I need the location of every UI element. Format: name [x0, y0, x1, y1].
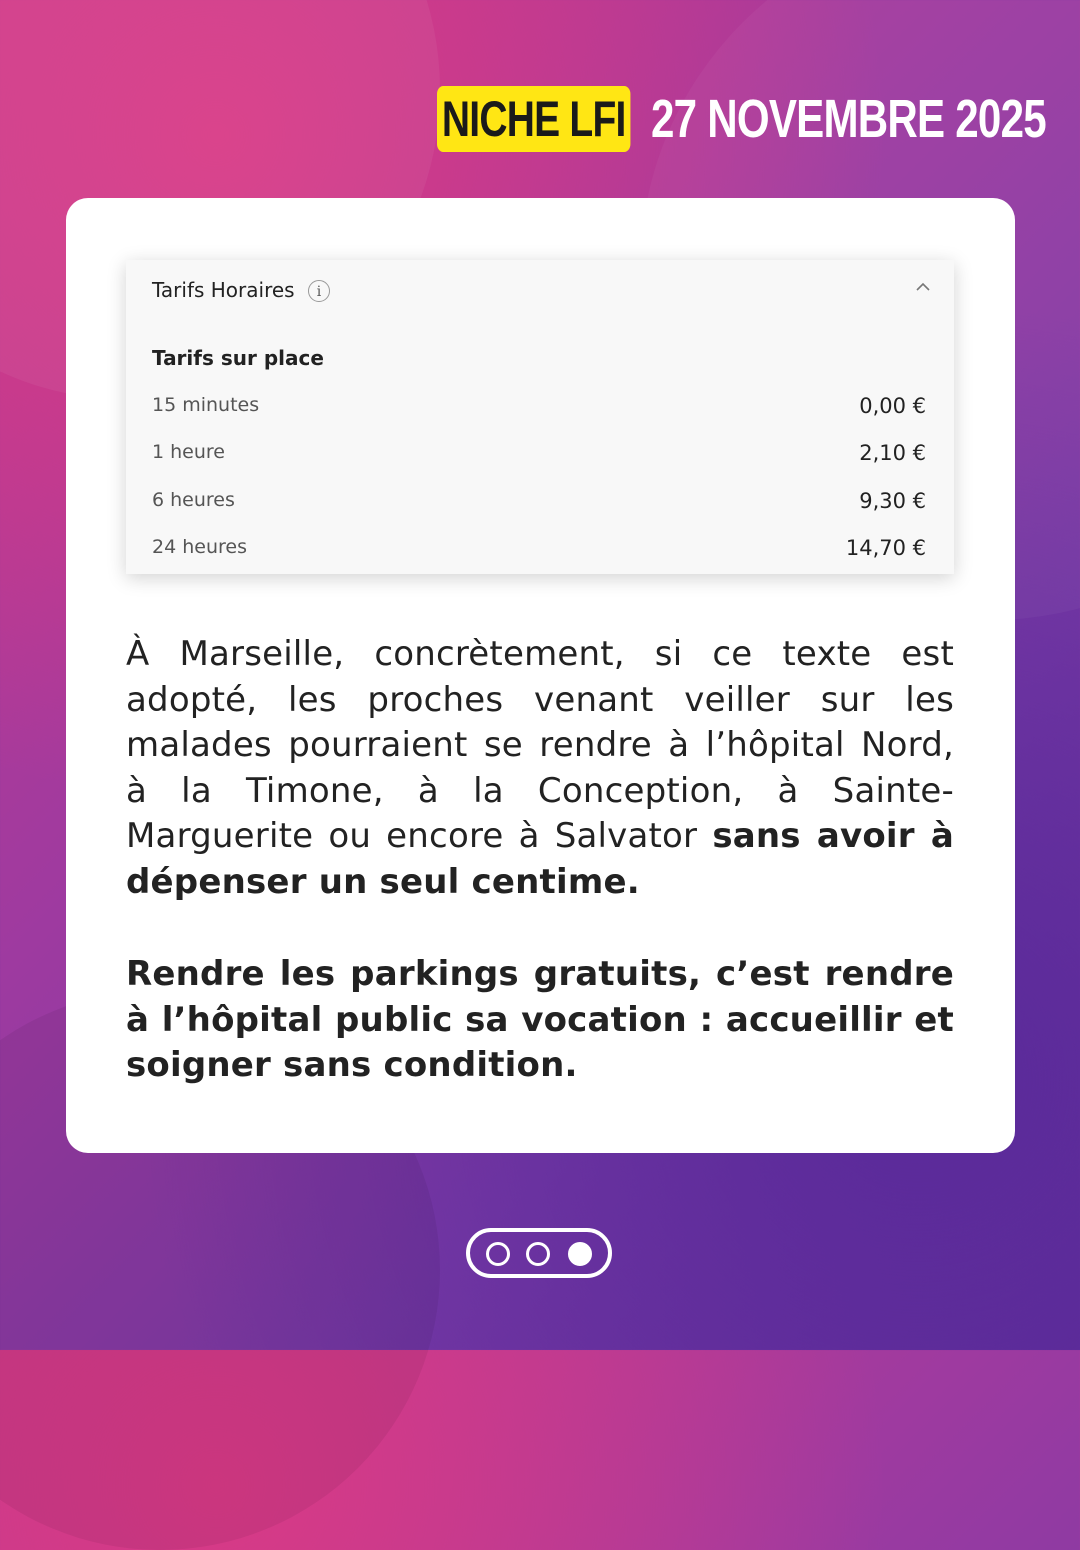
pagination-indicator: [466, 1228, 612, 1278]
body-text: À Marseille, concrètement, si ce texte est adopté, les proches venant veiller sur les malades pourraient se rendre à l’hôpital Nord, à la Timone, à la Conception, à Sainte-Marguerite ou encore à Salvator: [126, 634, 954, 856]
tarif-price: 14,70 €: [845, 536, 926, 560]
tarif-price: 2,10 €: [859, 441, 926, 465]
tarif-duration: 24 heures: [152, 536, 247, 558]
tarif-duration: 6 heures: [152, 489, 235, 511]
body-text-bold: sans avoir à dépenser un seul centime.: [126, 816, 954, 902]
niche-tag: NICHE LFI: [437, 86, 630, 152]
tarifs-panel: [126, 260, 954, 574]
tarif-row: [152, 441, 926, 471]
header-date: 27 NOVEMBRE 2025: [651, 89, 1046, 149]
chevron-up-icon[interactable]: [916, 280, 930, 294]
page-dot[interactable]: [526, 1242, 550, 1266]
tarif-duration: 1 heure: [152, 441, 225, 463]
conclusion-paragraph: Rendre les parkings gratuits, c’est rendre à l’hôpital public sa vocation : accueillir et soigner sans condition.: [126, 954, 954, 1085]
tarifs-title: Tarifs Horaires: [152, 278, 295, 302]
header: [437, 86, 1046, 156]
body-paragraph: [126, 632, 954, 905]
tarif-row: [152, 536, 926, 566]
tarif-row: [152, 394, 926, 424]
tarif-price: 0,00 €: [859, 394, 926, 418]
tarif-row: [152, 489, 926, 519]
tarifs-subtitle: Tarifs sur place: [152, 346, 324, 370]
page-dot[interactable]: [486, 1242, 510, 1266]
info-icon[interactable]: i: [308, 280, 330, 302]
tarif-price: 9,30 €: [859, 489, 926, 513]
tarif-duration: 15 minutes: [152, 394, 260, 416]
page-dot-active[interactable]: [568, 1242, 592, 1266]
